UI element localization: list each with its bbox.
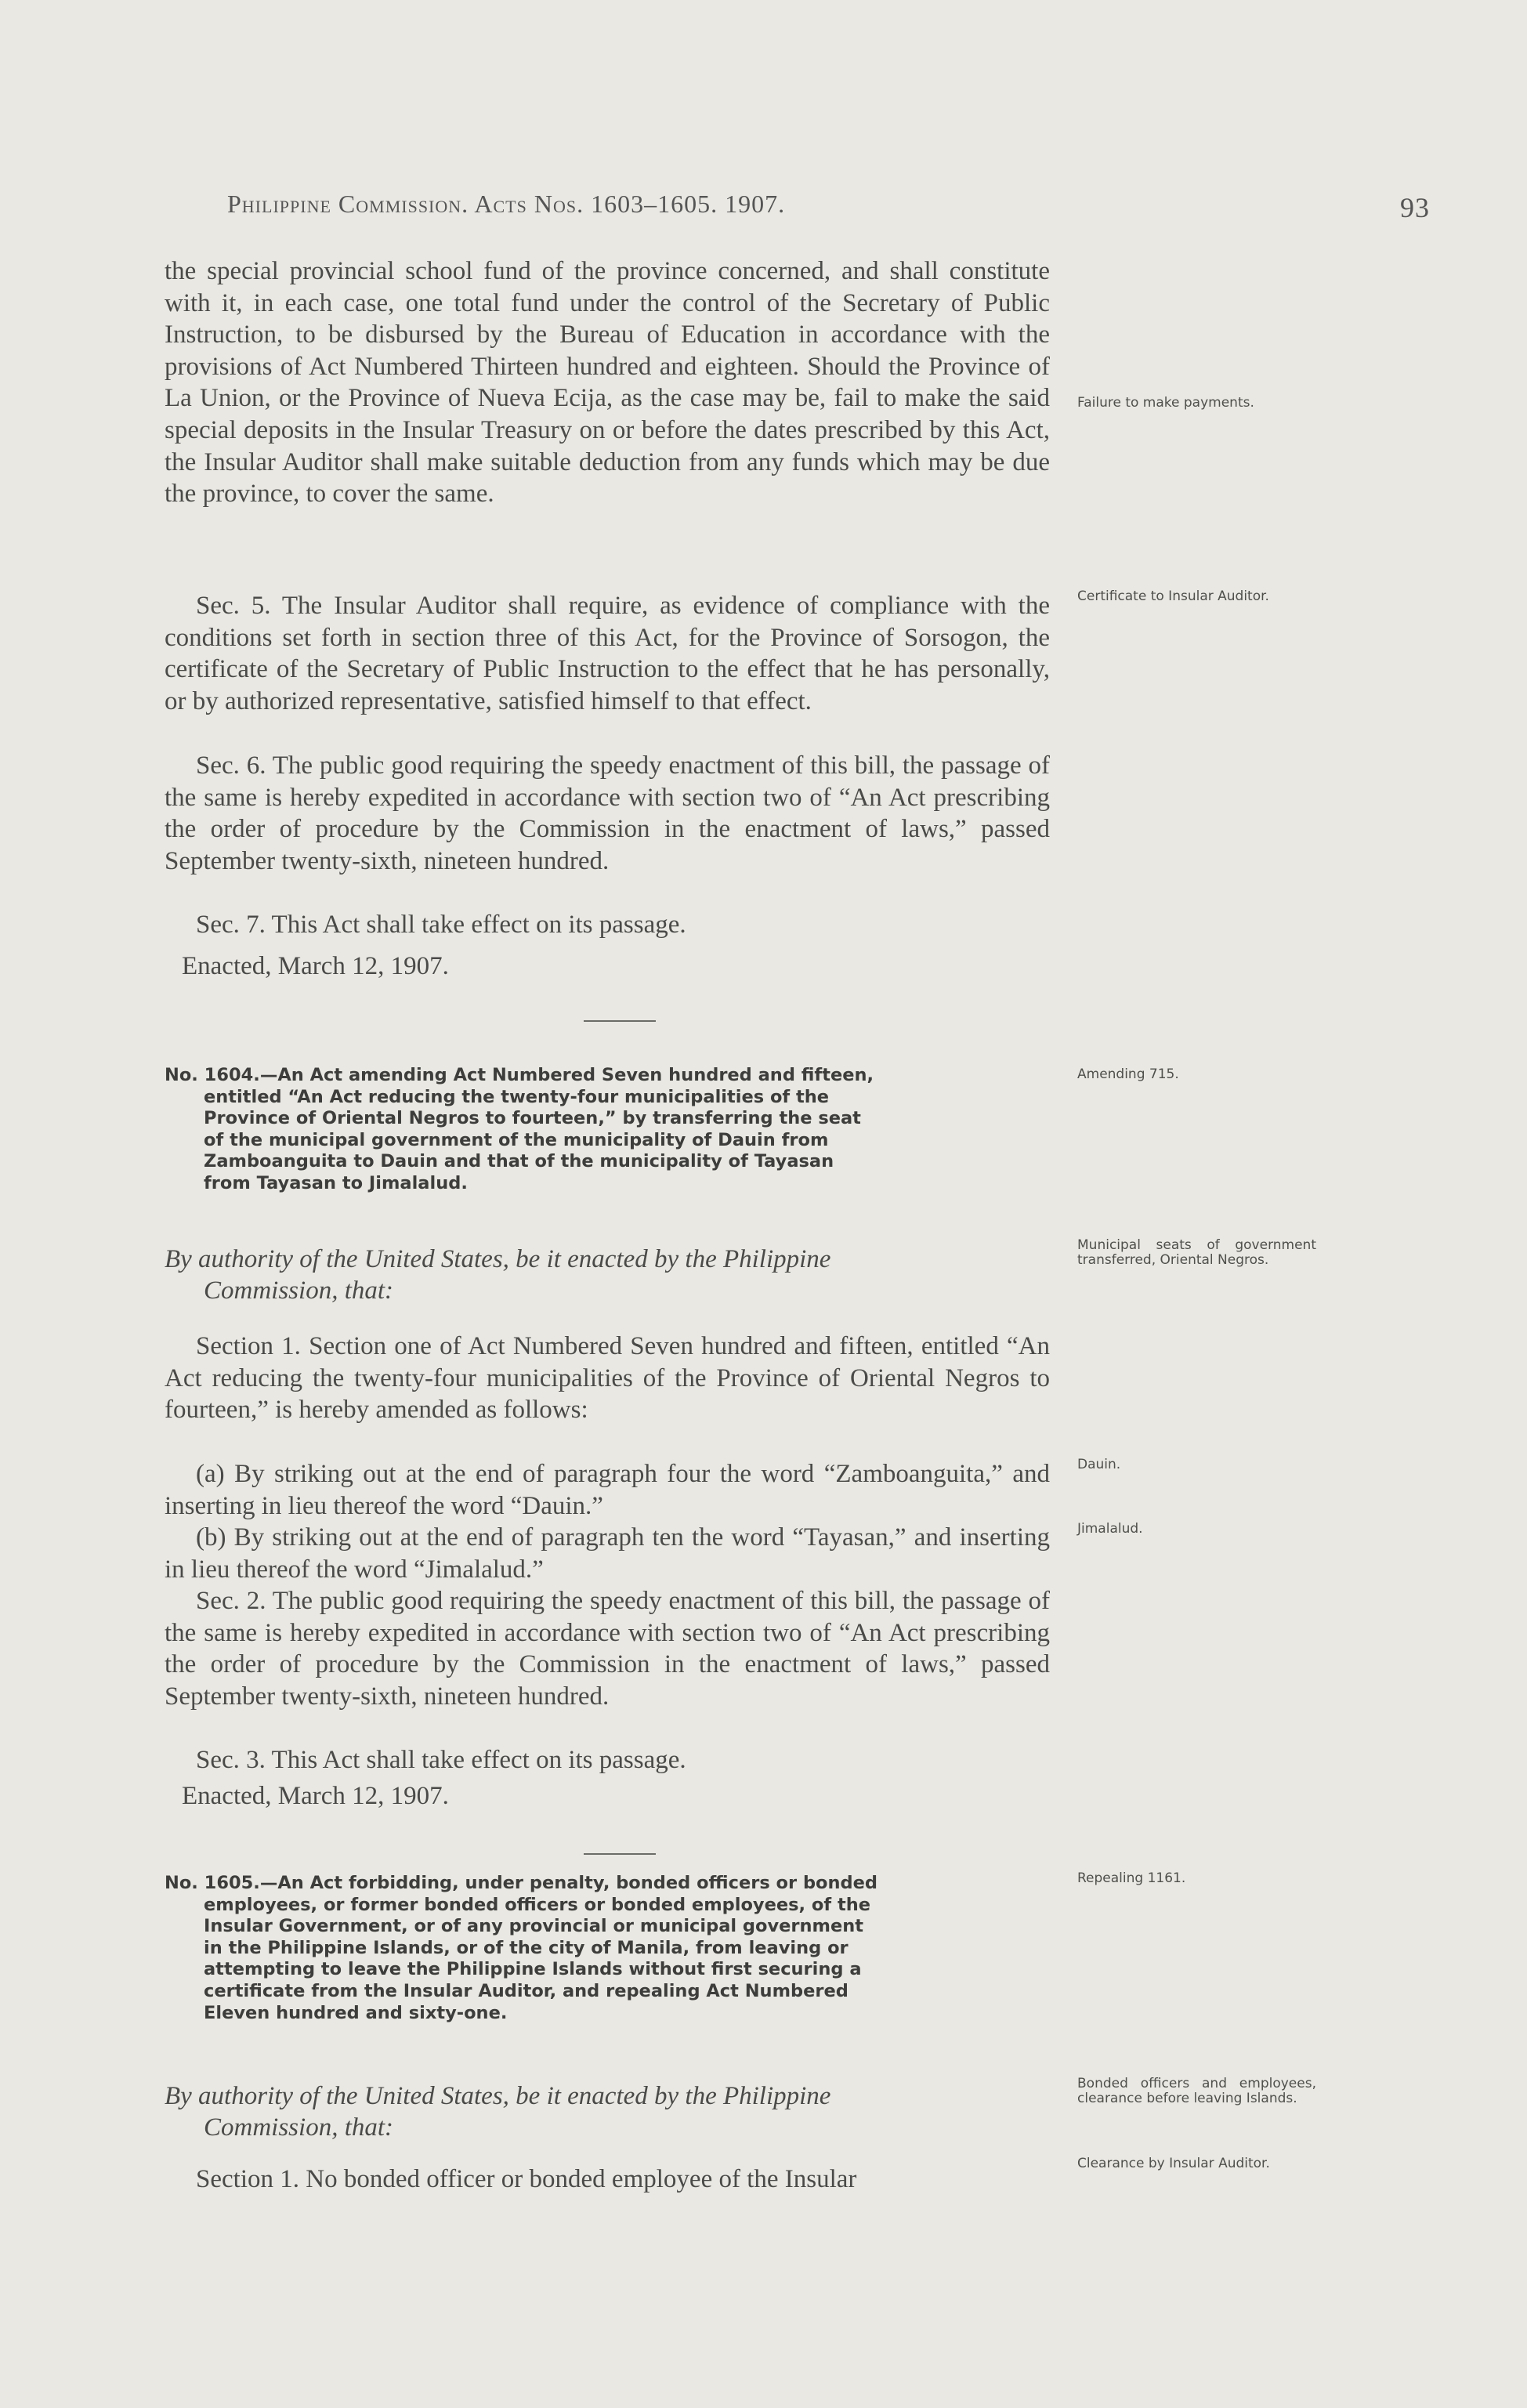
act-1605-section-1-start: Section 1. No bonded officer or bonded employee of the Insular xyxy=(196,2165,857,2193)
margin-note-amending-715: Amending 715. xyxy=(1077,1066,1179,1082)
act-1604-enacting-clause xyxy=(165,1244,1050,1306)
section-divider-rule xyxy=(584,1020,656,1022)
act-1604-section-3: Sec. 3. This Act shall take effect on its passage. xyxy=(196,1746,686,1774)
act-1604-title-line: Zamboanguita to Dauin and that of the municipality of Tayasan xyxy=(204,1151,834,1172)
running-title: Philippine Commission. Acts Nos. 1603–1605. 1907. xyxy=(227,190,786,218)
act-1604-clause-b: (b) By striking out at the end of paragraph ten the word “Tayasan,” and inserting in lieu thereof the word “Jimalalud.” xyxy=(165,1523,1050,1584)
act-1604-title-line: of the municipal government of the municipality of Dauin from xyxy=(204,1129,829,1150)
enacting-clause-line: Commission, that: xyxy=(204,2113,394,2142)
enacting-clause-line: By authority of the United States, be it enacted by the Philippine xyxy=(165,1245,831,1273)
act-1603-section-6: Sec. 6. The public good requiring the speedy enactment of this bill, the passage of the same is hereby expedited in accordance with section two of “An Act prescribing the order of procedure by the Commission in the enactment of laws,” passed September twenty-sixth, nineteen hundred. xyxy=(165,751,1050,875)
margin-note-bonded-officers-clearance: Bonded officers and employees, clearance before leaving Islands. xyxy=(1077,2076,1316,2106)
act-1605-title-line: employees, or former bonded officers or bonded employees, of the xyxy=(204,1894,870,1915)
margin-note-failure-to-make-payments: Failure to make payments. xyxy=(1077,395,1254,411)
enacting-clause-line: By authority of the United States, be it enacted by the Philippine xyxy=(165,2082,831,2110)
running-header xyxy=(227,179,1449,226)
act-1605-title-line: certificate from the Insular Auditor, and repealing Act Numbered xyxy=(204,1980,849,2001)
act-1604-enacted-date: Enacted, March 12, 1907. xyxy=(182,1782,449,1810)
margin-note-clearance-by-insular-auditor: Clearance by Insular Auditor. xyxy=(1077,2156,1270,2171)
act-1605-title-line: attempting to leave the Philippine Islands without first securing a xyxy=(204,1959,862,1980)
act-1605-title-line: in the Philippine Islands, or of the city of Manila, from leaving or xyxy=(204,1937,849,1958)
act-1603-continuation-paragraph: the special provincial school fund of the province concerned, and shall constitute with it, in each case, one total fund under the control of the Secretary of Public Instruction, to be disbursed by the Bureau of Education in accordance with the provisions of Act Numbered Thirteen hundred and eighteen. Should the Province of La Union, or the Province of Nueva Ecija, as the case may be, fail to make the said special deposits in the Insular Treasury on or before the dates prescribed by this Act, the Insular Auditor shall make suitable deduction from any funds which may be due the province, to cover the same. xyxy=(165,257,1050,509)
act-1605-title-line: Eleven hundred and sixty-one. xyxy=(204,2002,508,2023)
act-1605-title-line: Insular Government, or of any provincial or municipal government xyxy=(204,1916,864,1937)
margin-note-jimalalud: Jimalalud. xyxy=(1077,1521,1143,1537)
page-number: 93 xyxy=(1400,192,1430,223)
act-1603-section-5: Sec. 5. The Insular Auditor shall require, as evidence of compliance with the conditions set forth in section three of this Act, for the Province of Sorsogon, the certificate of the Secretary of Public Instruction to the effect that he has personally, or by authorized representative, satisfied himself to that effect. xyxy=(165,592,1050,715)
margin-note-repealing-1161: Repealing 1161. xyxy=(1077,1870,1186,1886)
margin-note-certificate-to-insular-auditor: Certificate to Insular Auditor. xyxy=(1077,588,1269,604)
margin-note-municipal-seats-transferred: Municipal seats of government transferred, Oriental Negros. xyxy=(1077,1237,1316,1268)
act-1604-title-line: No. 1604.—An Act amending Act Numbered Seven hundred and fifteen, xyxy=(165,1065,874,1085)
act-1604-title-line: Province of Oriental Negros to fourteen,” by transferring the seat xyxy=(204,1108,861,1129)
act-1603-enacted-date: Enacted, March 12, 1907. xyxy=(182,952,449,980)
act-1604-section-1: Section 1. Section one of Act Numbered Seven hundred and fifteen, entitled “An Act reducing the twenty-four municipalities of the Province of Oriental Negros to fourteen,” is hereby amended as follows: xyxy=(165,1332,1050,1425)
act-1604-title xyxy=(165,1065,1050,1195)
section-divider-rule xyxy=(584,1853,656,1855)
act-1604-title-line: entitled “An Act reducing the twenty-four municipalities of the xyxy=(204,1086,830,1107)
act-1604-section-2: Sec. 2. The public good requiring the speedy enactment of this bill, the passage of the same is hereby expedited in accordance with section two of “An Act prescribing the order of procedure by the Commission in the enactment of laws,” passed September twenty-sixth, nineteen hundred. xyxy=(165,1587,1050,1711)
act-1605-enacting-clause xyxy=(165,2080,1050,2143)
enacting-clause-line: Commission, that: xyxy=(204,1276,394,1305)
act-1604-title-line: from Tayasan to Jimalalud. xyxy=(204,1172,468,1193)
act-1603-section-7: Sec. 7. This Act shall take effect on its passage. xyxy=(196,911,686,939)
act-1604-clause-a: (a) By striking out at the end of paragraph four the word “Zamboanguita,” and inserting in lieu thereof the word “Dauin.” xyxy=(165,1460,1050,1520)
act-1605-title-line: No. 1605.—An Act forbidding, under penalty, bonded officers or bonded xyxy=(165,1873,877,1893)
act-1605-title xyxy=(165,1873,1050,2024)
margin-note-dauin: Dauin. xyxy=(1077,1457,1121,1472)
